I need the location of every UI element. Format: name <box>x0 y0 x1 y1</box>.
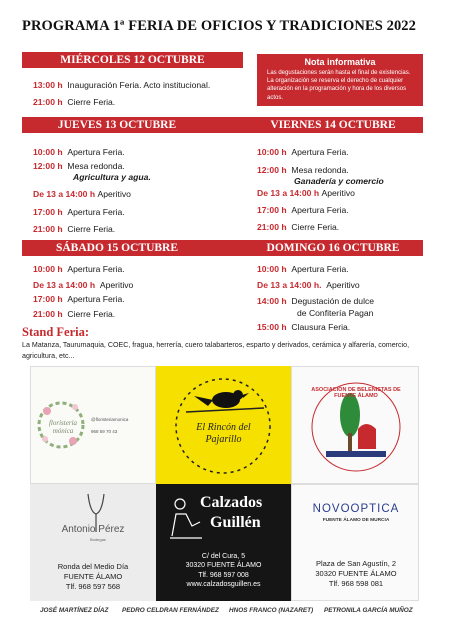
sponsor-novooptica <box>291 484 419 601</box>
day-header-sabado: SÁBADO 15 OCTUBRE <box>55 242 179 254</box>
novooptica-subtitle: FUENTE ÁLAMO DE MURCIA <box>322 518 390 523</box>
sponsor-floristeria <box>30 366 156 484</box>
stand-title: Stand Feria: <box>22 325 90 339</box>
sponsor-calzados-guillen <box>156 484 291 601</box>
novooptica-address: Plaza de San Agustín, 2 30320 FUENTE ÁLAMO Tlf. 968 598 081 <box>315 559 397 588</box>
event-row: De 13 a 14:00 h Aperitivo <box>257 188 355 198</box>
floristeria-handle: @floristeriamonica <box>91 417 129 422</box>
antonio-subtitle: Bodegas <box>90 537 106 542</box>
day-header-jueves: JUEVES 13 OCTUBRE <box>57 119 177 131</box>
day-header-domingo: DOMINGO 16 OCTUBRE <box>266 242 400 254</box>
event-row: 10:00 h Apertura Feria. <box>257 147 349 157</box>
calzados-logo-line2: Guillén <box>210 514 261 531</box>
event-subtitle: de Confitería Pagan <box>297 308 374 318</box>
event-row: 21:00 h Cierre Feria. <box>33 224 116 234</box>
day-header-miercoles: MIÉRCOLES 12 OCTUBRE <box>22 52 243 68</box>
novooptica-logo: NOVOOPTICA <box>312 503 400 515</box>
note-body: Las degustaciones serán hasta el final de existencias. La organización se reserva el derecho de cualquier alteración en la programación y hora de los diversos actos. <box>267 70 411 101</box>
event-row: 10:00 h Apertura Feria. <box>33 147 125 157</box>
wine-glass-icon <box>30 484 156 544</box>
footer-sponsor: PETRONILA GARCÍA MUÑOZ <box>324 607 413 614</box>
event-row: 10:00 h Apertura Feria. <box>33 264 125 274</box>
sponsor-grid <box>30 366 419 601</box>
event-row: 12:00 h Mesa redonda. <box>33 161 125 171</box>
sponsor-asociacion <box>291 366 419 484</box>
event-row: 21:00 h Cierre Feria. <box>33 309 116 319</box>
event-subtitle: Agricultura y agua. <box>73 172 151 182</box>
calzados-address: C/ del Cura, 5 30320 FUENTE ÁLAMO Tlf. 968 597 008 www.calzadosguillen.es <box>185 553 262 589</box>
event-row: De 13 a 14:00 h Aperitivo <box>33 189 131 199</box>
note-title: Nota informativa <box>304 57 376 67</box>
sponsor-rincon <box>156 366 291 484</box>
calzados-logo-line1: Calzados <box>200 494 263 511</box>
info-note <box>257 54 423 106</box>
footer-sponsor: PEDRO CELDRAN FERNÁNDEZ <box>122 607 219 614</box>
event-row: 17:00 h Apertura Feria. <box>257 205 349 215</box>
event-row: 17:00 h Apertura Feria. <box>33 207 125 217</box>
event-row: 15:00 h Clausura Feria. <box>257 322 351 332</box>
asociacion-logo: ASOCIACIÓN DE BELENISTAS DE FUENTE ÁLAMO <box>311 387 401 399</box>
event-row: 17:00 h Apertura Feria. <box>33 294 125 304</box>
event-subtitle: Ganadería y comercio <box>294 176 384 186</box>
rincon-logo: El Rincón del Pajarillo <box>196 422 251 445</box>
event-row: 10:00 h Apertura Feria. <box>257 264 349 274</box>
event-row: De 13 a 14:00 h. Aperitivo <box>257 280 360 290</box>
footer-sponsor: JOSÉ MARTÍNEZ DÍAZ <box>40 607 109 614</box>
event-row: 12:00 h Mesa redonda. <box>257 165 349 175</box>
sponsor-antonio-perez <box>30 484 156 601</box>
event-row: 13:00 h Inauguración Feria. Acto institucional. <box>33 80 211 90</box>
event-row: 21:00 h Cierre Feria. <box>257 222 340 232</box>
event-row: De 13 a 14:00 h Aperitivo <box>33 280 134 290</box>
floristeria-logo: floristería mónica <box>48 419 77 435</box>
page-title: PROGRAMA 1ª FERIA DE OFICIOS Y TRADICIONES 2022 <box>22 18 417 34</box>
antonio-address: Ronda del Medio Día FUENTE ÁLAMO Tlf. 968 597 568 <box>57 562 129 591</box>
stand-text: La Matanza, Taurumaquia, COEC, fragua, herrería, cuero talabarteros, esparto y derivados, cerámica y alfarería, comercio, agricultura, etc... <box>22 341 410 360</box>
event-row: 21:00 h Cierre Feria. <box>33 97 116 107</box>
antonio-logo: Antonio Pérez <box>61 524 125 535</box>
floristeria-phone: 968 59 70 43 <box>91 429 118 434</box>
belenistas-seal-icon <box>292 367 419 484</box>
event-row: 14:00 h Degustación de dulce <box>257 296 375 306</box>
footer-sponsor: HNOS FRANCO (NAZARET) <box>229 607 314 614</box>
day-header-viernes: VIERNES 14 OCTUBRE <box>270 119 396 131</box>
